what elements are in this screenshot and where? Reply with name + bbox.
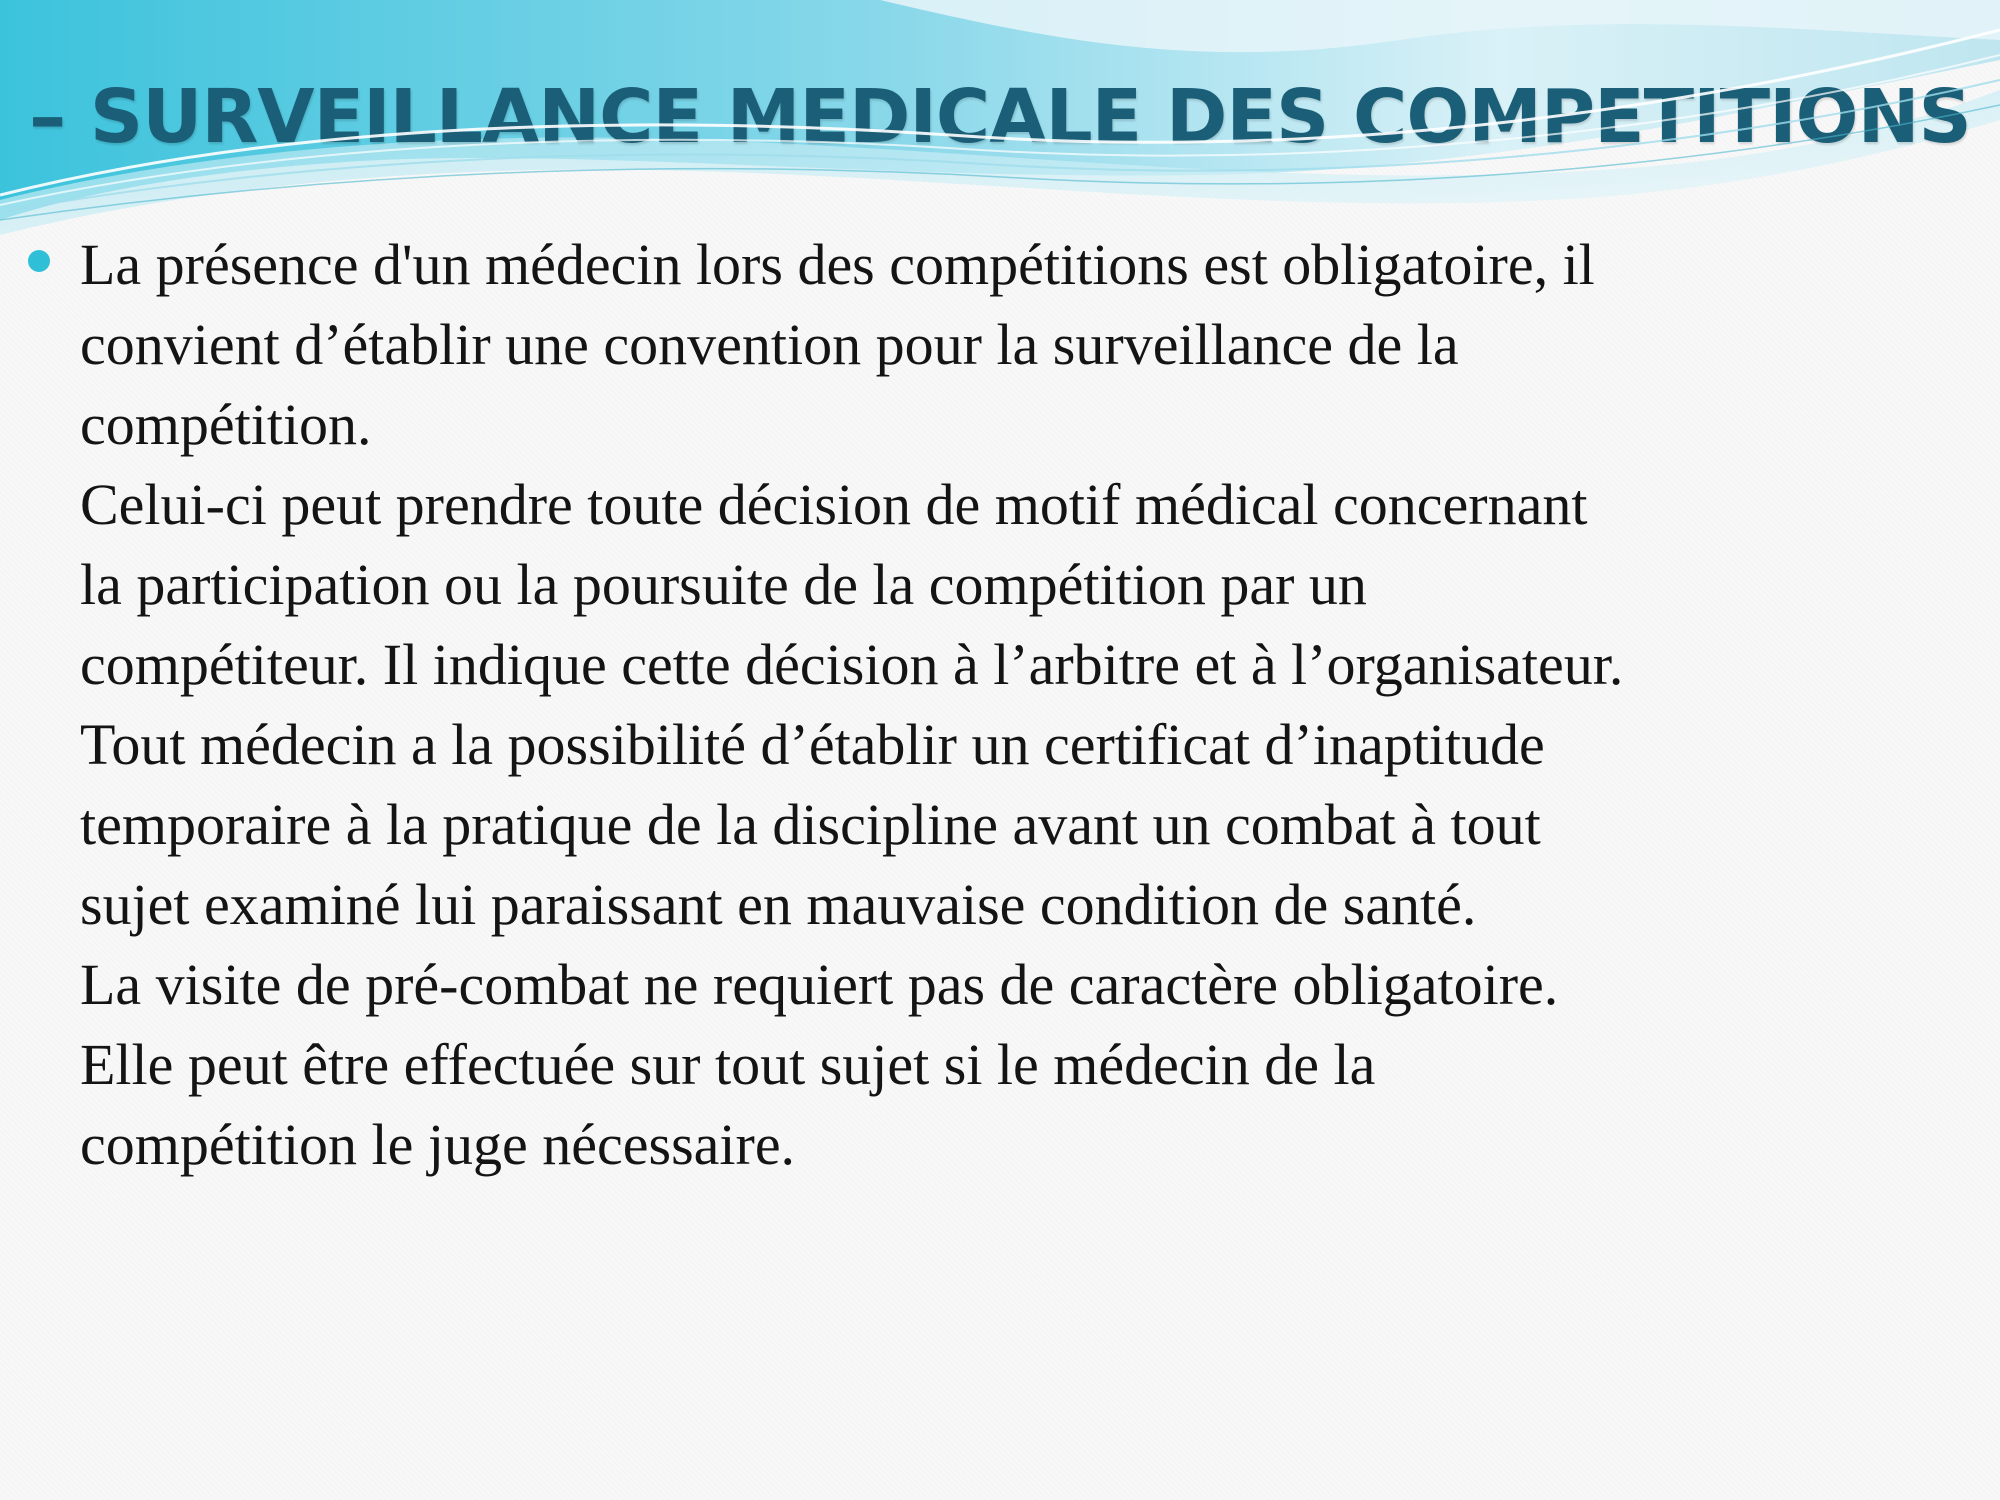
bullet-line: convient d’établir une convention pour la surveillance de la bbox=[80, 312, 1459, 377]
bullet-line: Elle peut être effectuée sur tout sujet si le médecin de la bbox=[80, 1032, 1376, 1097]
bullet-line: La visite de pré-combat ne requiert pas de caractère obligatoire. bbox=[80, 952, 1559, 1017]
slide-title: – SURVEILLANCE MEDICALE DES COMPETITIONS bbox=[29, 74, 1971, 160]
bullet-line: Tout médecin a la possibilité d’établir un certificat d’inaptitude bbox=[80, 712, 1545, 777]
bullet-text bbox=[80, 225, 1985, 1185]
bullet-line: Celui-ci peut prendre toute décision de motif médical concernant bbox=[80, 472, 1588, 537]
bullet-line: La présence d'un médecin lors des compétitions est obligatoire, il bbox=[80, 232, 1595, 297]
bullet-line: sujet examiné lui paraissant en mauvaise condition de santé. bbox=[80, 872, 1477, 937]
bullet-line: la participation ou la poursuite de la compétition par un bbox=[80, 552, 1367, 617]
bullet-dot-icon bbox=[28, 250, 50, 272]
bullet-line: compétiteur. Il indique cette décision à l’arbitre et à l’organisateur. bbox=[80, 632, 1624, 697]
bullet-list bbox=[0, 225, 2000, 1225]
bullet-line: compétition le juge nécessaire. bbox=[80, 1112, 796, 1177]
bullet-line: temporaire à la pratique de la discipline avant un combat à tout bbox=[80, 792, 1541, 857]
bullet-line: compétition. bbox=[80, 392, 372, 457]
